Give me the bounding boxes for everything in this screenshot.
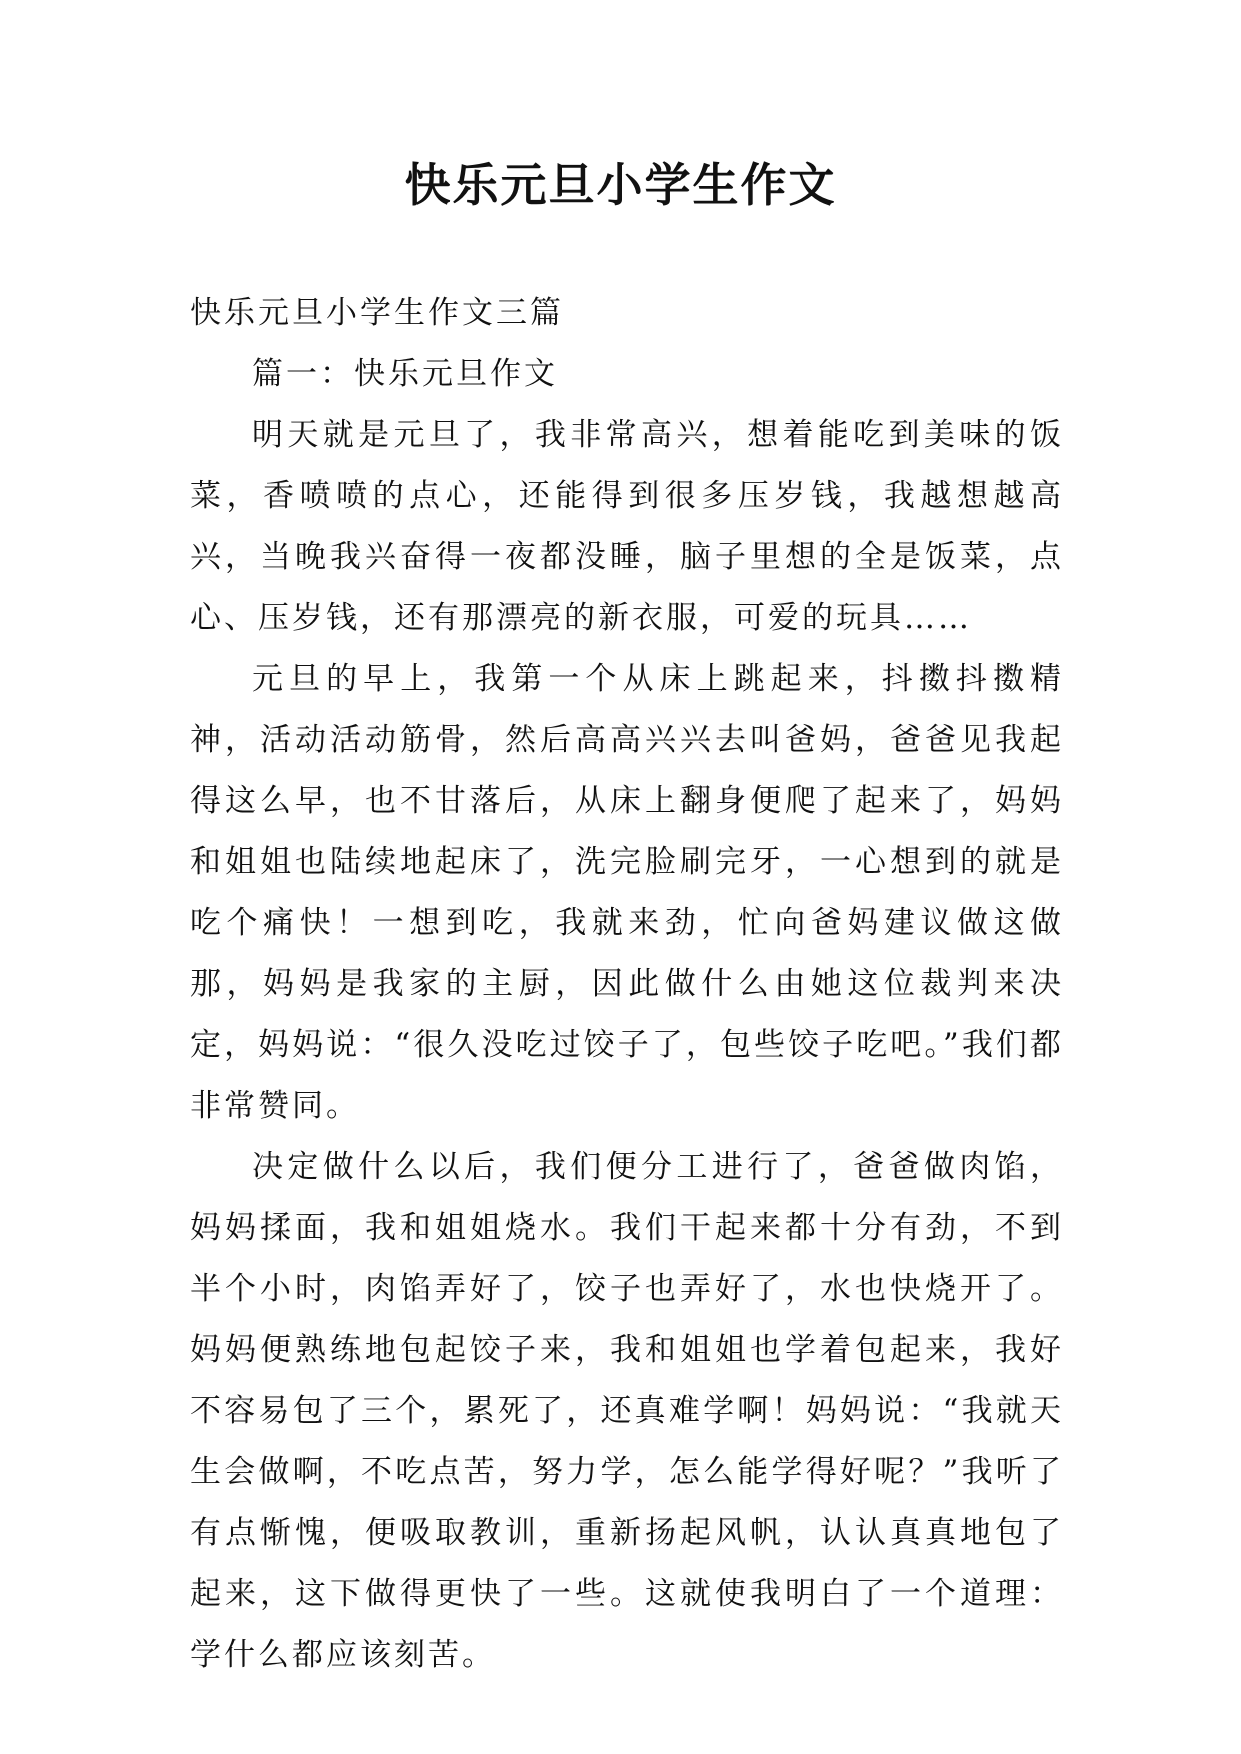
paragraph: 明天就是元旦了，我非常高兴，想着能吃到美味的饭菜，香喷喷的点心，还能得到很多压岁钱，我越想越高兴，当晚我兴奋得一夜都没睡，脑子里想的全是饭菜，点心、压岁钱，还有那漂亮的新衣服，可爱的玩具…… (190, 417, 1064, 636)
section-heading: 篇一：快乐元旦作文 (252, 356, 558, 392)
document-subtitle: 快乐元旦小学生作文三篇 (190, 295, 564, 331)
document-title: 快乐元旦小学生作文 (404, 158, 837, 212)
paragraph: 元旦的早上，我第一个从床上跳起来，抖擞抖擞精神，活动活动筋骨，然后高高兴兴去叫爸妈，爸爸见我起得这么早，也不甘落后，从床上翻身便爬了起来了，妈妈和姐姐也陆续地起床了，洗完脸刷完牙，一心想到的就是吃个痛快！一想到吃，我就来劲，忙向爸妈建议做这做那，妈妈是我家的主厨，因此做什么由她这位裁判来决定，妈妈说：“很久没吃过饺子了，包些饺子吃吧。”我们都非常赞同。 (190, 661, 1064, 1124)
document-body (190, 283, 1064, 1686)
paragraph: 决定做什么以后，我们便分工进行了，爸爸做肉馅，妈妈揉面，我和姐姐烧水。我们干起来都十分有劲，不到半个小时，肉馅弄好了，饺子也弄好了，水也快烧开了。妈妈便熟练地包起饺子来，我和姐姐也学着包起来，我好不容易包了三个，累死了，还真难学啊！妈妈说：“我就天生会做啊，不吃点苦，努力学，怎么能学得好呢？”我听了有点惭愧，便吸取教训，重新扬起风帆，认认真真地包了起来，这下做得更快了一些。这就使我明白了一个道理：学什么都应该刻苦。 (190, 1149, 1064, 1673)
